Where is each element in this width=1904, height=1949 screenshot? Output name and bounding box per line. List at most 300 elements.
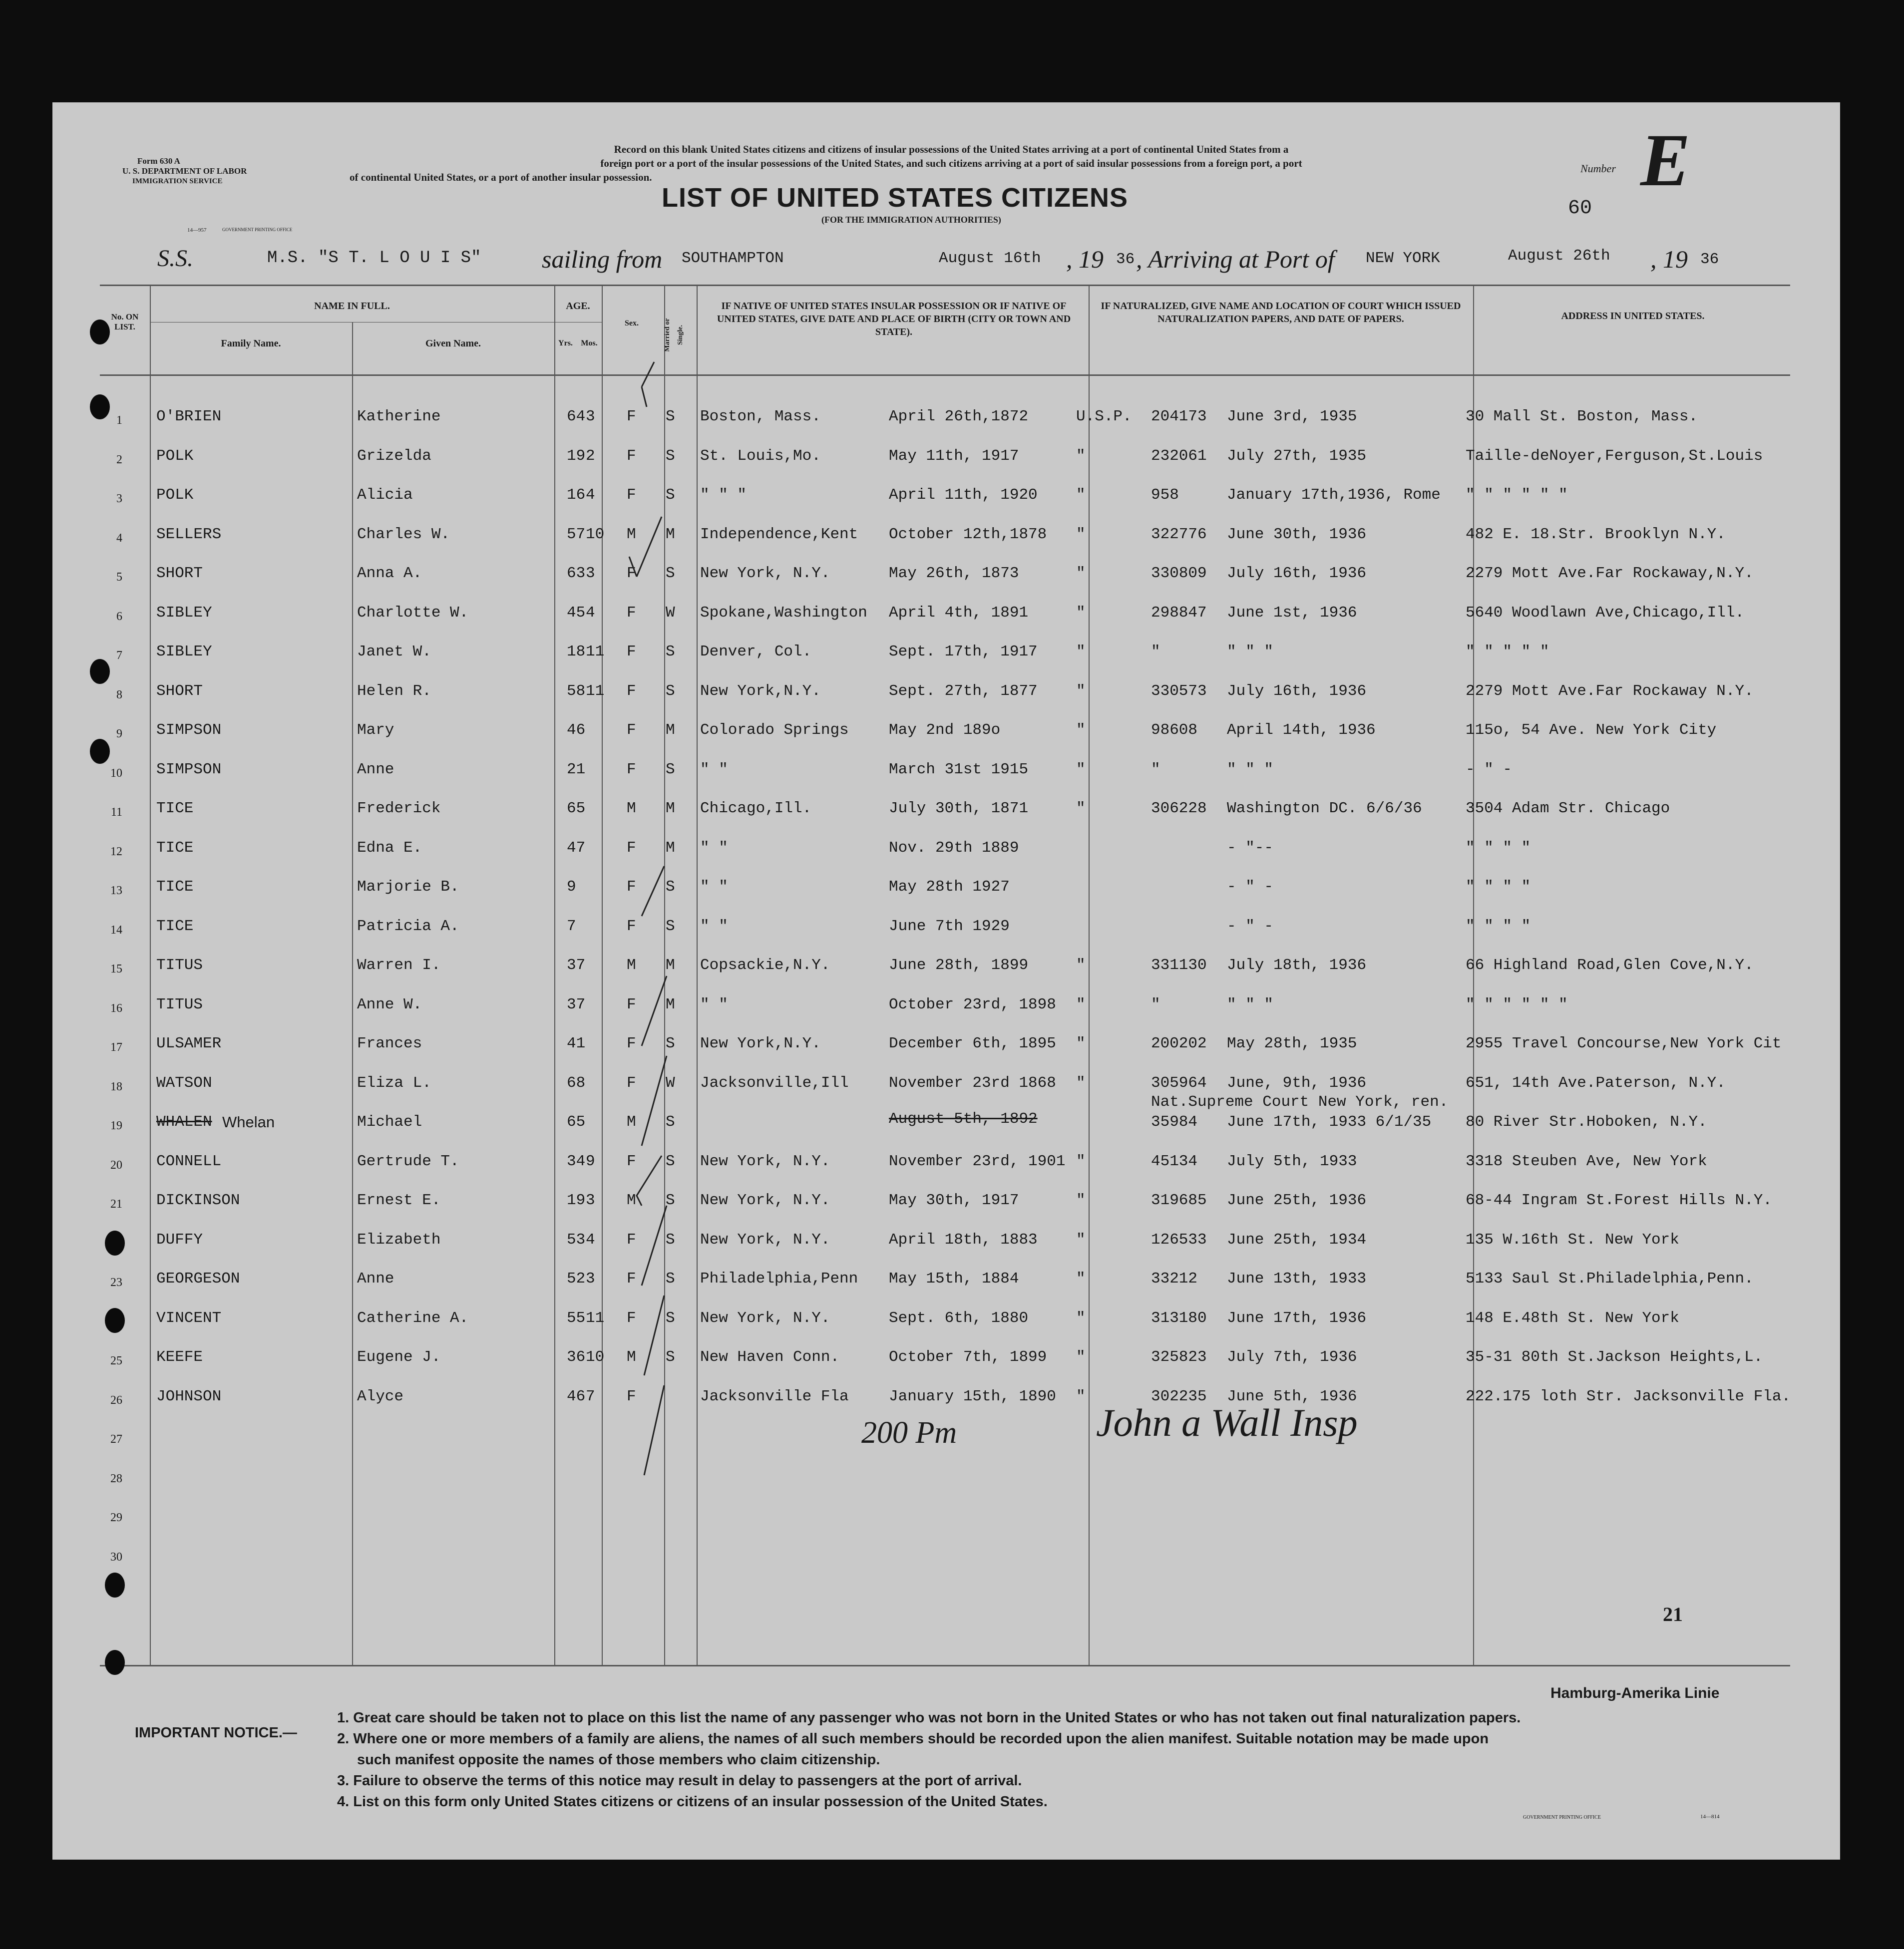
birth-date: November 23rd, 1901 — [889, 1152, 1066, 1170]
address: 135 W.16th St. New York — [1466, 1231, 1679, 1249]
naturalization-court: " — [1076, 525, 1086, 543]
marital-status: S — [666, 1113, 675, 1131]
notice-item: 4. List on this form only United States citizens or citizens of an insular possession of the United States. — [337, 1794, 1048, 1810]
punch-hole — [105, 1308, 125, 1333]
birth-date: May 26th, 1873 — [889, 565, 1019, 582]
papers-date: June, 9th, 1936 — [1227, 1074, 1367, 1092]
family-name: DICKINSON — [156, 1192, 240, 1209]
row-number: 4 — [116, 531, 122, 545]
marital-status: S — [666, 760, 675, 778]
address: 222.175 loth Str. Jacksonville Fla. — [1466, 1387, 1791, 1405]
col-header-naturalization: IF NATURALIZED, GIVE NAME AND LOCATION OF COURT WHICH ISSUED NATURALIZATION PAPERS, AND DATE OF PAPERS. — [1101, 301, 1461, 325]
age-months: 3 — [586, 408, 595, 425]
papers-number: " — [1151, 995, 1160, 1013]
family-name: CONNELL — [156, 1152, 222, 1170]
marital-status: S — [666, 1348, 675, 1366]
birth-date: April 11th, 1920 — [889, 486, 1038, 504]
age-years: 16 — [567, 486, 586, 504]
instruction-line: foreign port or a port of the insular possessions of the United States, and such citizens arriving at a port of said insular possessions from a foreign port, a port — [600, 157, 1302, 169]
row-number: 30 — [110, 1550, 122, 1564]
row-number: 26 — [110, 1393, 122, 1407]
col-rule — [352, 322, 353, 1665]
row-number: 10 — [110, 766, 122, 780]
marital-status: W — [666, 604, 675, 622]
family-name: POLK — [156, 447, 194, 465]
sex: F — [627, 839, 636, 857]
birth-date: October 7th, 1899 — [889, 1348, 1047, 1366]
sail-year-prefix: , 19 — [1066, 245, 1104, 273]
col-header-given: Given Name. — [425, 338, 481, 349]
birth-place: " " — [700, 995, 728, 1013]
given-name: Eugene J. — [357, 1348, 441, 1366]
birth-place: New York, N.Y. — [700, 565, 830, 582]
sex: M — [627, 1192, 636, 1209]
row-number: 5 — [116, 571, 122, 584]
notice-heading: IMPORTANT NOTICE.— — [135, 1725, 297, 1741]
given-name: Frances — [357, 1035, 422, 1052]
given-name: Eliza L. — [357, 1074, 431, 1092]
address: 5133 Saul St.Philadelphia,Penn. — [1466, 1270, 1754, 1288]
inspector-signature: John a Wall Insp — [1096, 1401, 1358, 1444]
age-years: 58 — [567, 682, 586, 700]
birth-place: Philadelphia,Penn — [700, 1270, 858, 1288]
given-name: Gertrude T. — [357, 1152, 459, 1170]
address: 3318 Steuben Ave, New York — [1466, 1152, 1707, 1170]
naturalization-court: " — [1076, 486, 1086, 504]
papers-date: Washington DC. 6/6/36 — [1227, 800, 1422, 817]
age-years: 46 — [567, 721, 586, 739]
punch-hole — [90, 659, 110, 684]
papers-number: 98608 — [1151, 721, 1198, 739]
address: 3504 Adam Str. Chicago — [1466, 800, 1670, 817]
notice-item: 2. Where one or more members of a family are aliens, the names of all such members should be recorded upon the alien manifest. Suitable notation may be made upon — [337, 1731, 1489, 1747]
gpo-top: GOVERNMENT PRINTING OFFICE — [222, 227, 293, 232]
age-years: 55 — [567, 1309, 586, 1327]
papers-date: June 25th, 1934 — [1227, 1231, 1367, 1249]
col-rule — [1089, 285, 1090, 1665]
age-months: 3 — [586, 1270, 595, 1288]
papers-date: - " - — [1227, 878, 1274, 896]
check-marks — [627, 357, 702, 1530]
naturalization-court: " — [1076, 957, 1086, 974]
papers-date: " " " — [1227, 995, 1274, 1013]
given-name: Helen R. — [357, 682, 431, 700]
papers-date: July 18th, 1936 — [1227, 957, 1367, 974]
row-number: 8 — [116, 688, 122, 701]
birth-date: May 2nd 189o — [889, 721, 1001, 739]
marital-status: W — [666, 1074, 675, 1092]
marital-status: S — [666, 408, 675, 425]
marital-status: S — [666, 917, 675, 935]
birth-date: April 18th, 1883 — [889, 1231, 1038, 1249]
papers-date: June 17th, 1936 — [1227, 1309, 1367, 1327]
address: 30 Mall St. Boston, Mass. — [1466, 408, 1698, 425]
birth-date: Sept. 6th, 1880 — [889, 1309, 1029, 1327]
marital-status: S — [666, 1152, 675, 1170]
age-months: 10 — [586, 525, 605, 543]
birth-place: Spokane,Washington — [700, 604, 867, 622]
birth-place: New Haven Conn. — [700, 1348, 840, 1366]
papers-date: - "-- — [1227, 839, 1274, 857]
papers-date: June 1st, 1936 — [1227, 604, 1357, 622]
address: - " - — [1466, 760, 1513, 778]
marital-status: S — [666, 1309, 675, 1327]
arrival-port: NEW YORK — [1366, 250, 1440, 267]
family-name: WATSON — [156, 1074, 212, 1092]
naturalization-court: " — [1076, 1192, 1086, 1209]
naturalization-court: " — [1076, 1309, 1086, 1327]
col-header-address: ADDRESS IN UNITED STATES. — [1561, 311, 1705, 322]
address: 66 Highland Road,Glen Cove,N.Y. — [1466, 957, 1754, 974]
birth-place: " " — [700, 917, 728, 935]
papers-number: 126533 — [1151, 1231, 1207, 1249]
papers-number: 313180 — [1151, 1309, 1207, 1327]
print-code: 14—957 — [187, 227, 207, 233]
birth-date: May 15th, 1884 — [889, 1270, 1019, 1288]
punch-hole — [90, 739, 110, 764]
naturalization-court: " — [1076, 1348, 1086, 1366]
marital-status: S — [666, 486, 675, 504]
papers-date: June 13th, 1933 — [1227, 1270, 1367, 1288]
family-name-struck: WHALEN — [156, 1113, 212, 1131]
marital-status: M — [666, 800, 675, 817]
given-name: Elizabeth — [357, 1231, 441, 1249]
naturalization-court: " — [1076, 447, 1086, 465]
family-name: SHORT — [156, 682, 203, 700]
family-name: SIBLEY — [156, 604, 212, 622]
sailing-from-label: sailing from — [542, 245, 663, 273]
naturalization-court: " — [1076, 604, 1086, 622]
given-name: Catherine A. — [357, 1309, 469, 1327]
age-months: 7 — [586, 1387, 595, 1405]
papers-date: June 3rd, 1935 — [1227, 408, 1357, 425]
papers-date: July 16th, 1936 — [1227, 682, 1367, 700]
age-years: 7 — [567, 917, 576, 935]
row-number: 16 — [110, 1001, 122, 1015]
naturalization-court: " — [1076, 643, 1086, 660]
papers-date: June 17th, 1933 6/1/35 — [1227, 1113, 1432, 1131]
age-years: 68 — [567, 1074, 586, 1092]
sex: F — [627, 447, 636, 465]
birth-date: Sept. 27th, 1877 — [889, 682, 1038, 700]
row-number: 14 — [110, 923, 122, 937]
given-name: Charlotte W. — [357, 604, 469, 622]
family-name: GEORGESON — [156, 1270, 240, 1288]
family-name: KEEFE — [156, 1348, 203, 1366]
naturalization-court: " — [1076, 1270, 1086, 1288]
age-months: 4 — [586, 604, 595, 622]
birth-date: May 11th, 1917 — [889, 447, 1019, 465]
age-months: 2 — [586, 447, 595, 465]
row-number: 17 — [110, 1041, 122, 1054]
family-name: Whelan — [222, 1113, 275, 1131]
marital-status: M — [666, 525, 675, 543]
sex: F — [627, 565, 636, 582]
birth-place: New York, N.Y. — [700, 1152, 830, 1170]
marital-status: M — [666, 995, 675, 1013]
age-years: 18 — [567, 643, 586, 660]
sex: F — [627, 1309, 636, 1327]
row-number: 29 — [110, 1511, 122, 1524]
manifest-sheet — [52, 102, 1840, 1860]
age-years: 19 — [567, 1192, 586, 1209]
marital-status: S — [666, 1231, 675, 1249]
given-name: Anne — [357, 760, 394, 778]
vessel-name: M.S. "S T. L O U I S" — [267, 249, 481, 268]
address: 35-31 80th St.Jackson Heights,L. — [1466, 1348, 1763, 1366]
family-name: O'BRIEN — [156, 408, 222, 425]
family-name: SIMPSON — [156, 721, 222, 739]
birth-date: Sept. 17th, 1917 — [889, 643, 1038, 660]
family-name: SHORT — [156, 565, 203, 582]
birth-date-struck: August 5th, 1892 — [889, 1110, 1038, 1128]
birth-place: New York, N.Y. — [700, 1231, 830, 1249]
papers-number: 319685 — [1151, 1192, 1207, 1209]
row-number: 20 — [110, 1158, 122, 1172]
sail-year: 36 — [1116, 251, 1135, 268]
given-name: Grizelda — [357, 447, 431, 465]
papers-number: 45134 — [1151, 1152, 1198, 1170]
sex: F — [627, 1074, 636, 1092]
sex: F — [627, 1387, 636, 1405]
sex: F — [627, 1035, 636, 1052]
given-name: Charles W. — [357, 525, 450, 543]
family-name: TICE — [156, 878, 194, 896]
naturalization-court: " — [1076, 1152, 1086, 1170]
row-number: 23 — [110, 1276, 122, 1289]
naturalization-court-note: Nat.Supreme Court New York, ren. — [1151, 1093, 1449, 1111]
naturalization-court: " — [1076, 1035, 1086, 1052]
age-years: 46 — [567, 1387, 586, 1405]
papers-number: 33212 — [1151, 1270, 1198, 1288]
punch-hole — [105, 1231, 125, 1256]
family-name: SIBLEY — [156, 643, 212, 660]
punch-hole — [90, 320, 110, 344]
notice-item: 1. Great care should be taken not to place on this list the name of any passenger who was not born in the United States or who has not taken out final naturalization papers. — [337, 1710, 1521, 1726]
naturalization-court: U.S.P. — [1076, 408, 1132, 425]
papers-number: 302235 — [1151, 1387, 1207, 1405]
notice-item: 3. Failure to observe the terms of this notice may result in delay to passengers at the port of arrival. — [337, 1773, 1022, 1789]
birth-place: St. Louis,Mo. — [700, 447, 821, 465]
vessel-prefix: S.S. — [157, 245, 193, 272]
family-name: SIMPSON — [156, 760, 222, 778]
family-name: TICE — [156, 800, 194, 817]
papers-date: June 25th, 1936 — [1227, 1192, 1367, 1209]
page-number: 21 — [1663, 1603, 1683, 1625]
service-label: IMMIGRATION SERVICE — [132, 177, 223, 185]
age-years: 65 — [567, 800, 586, 817]
papers-number: " — [1151, 760, 1160, 778]
col-rule — [150, 285, 151, 1665]
given-name: Michael — [357, 1113, 422, 1131]
family-name: TICE — [156, 839, 194, 857]
age-months: 4 — [586, 486, 595, 504]
marital-status: S — [666, 682, 675, 700]
birth-place: New York, N.Y. — [700, 1309, 830, 1327]
birth-place: " " " — [700, 486, 747, 504]
instruction-line: of continental United States, or a port of another insular possession. — [350, 171, 652, 183]
family-name: TITUS — [156, 957, 203, 974]
page-subtitle: (FOR THE IMMIGRATION AUTHORITIES) — [821, 215, 1001, 225]
papers-number: 330809 — [1151, 565, 1207, 582]
from-port: SOUTHAMPTON — [682, 250, 784, 267]
birth-date: Nov. 29th 1889 — [889, 839, 1019, 857]
papers-date: July 5th, 1933 — [1227, 1152, 1357, 1170]
address: 148 E.48th St. New York — [1466, 1309, 1679, 1327]
family-name: POLK — [156, 486, 194, 504]
given-name: Alyce — [357, 1387, 404, 1405]
sheet-number: 60 — [1568, 197, 1592, 220]
address: 2955 Travel Concourse,New York Cit — [1466, 1035, 1782, 1052]
papers-number: 306228 — [1151, 800, 1207, 817]
row-number: 7 — [116, 649, 122, 662]
papers-date: - " - — [1227, 917, 1274, 935]
given-name: Frederick — [357, 800, 441, 817]
table-top-rule — [100, 285, 1790, 286]
table-bottom-rule — [100, 1665, 1790, 1666]
given-name: Anne — [357, 1270, 394, 1288]
punch-hole — [90, 394, 110, 419]
given-name: Alicia — [357, 486, 413, 504]
papers-date: July 16th, 1936 — [1227, 565, 1367, 582]
birth-place: New York,N.Y. — [700, 682, 821, 700]
birth-date: June 7th 1929 — [889, 917, 1010, 935]
given-name: Janet W. — [357, 643, 431, 660]
line-stamp: Hamburg-Amerika Linie — [1550, 1685, 1720, 1701]
col-header-no: No. ON LIST. — [111, 312, 139, 331]
row-number: 15 — [110, 963, 122, 975]
address: Taille-deNoyer,Ferguson,St.Louis — [1466, 447, 1763, 465]
col-header-name: NAME IN FULL. — [314, 301, 390, 312]
birth-place: Boston, Mass. — [700, 408, 821, 425]
subheader-rule — [554, 322, 602, 323]
address: " " " " " " — [1466, 486, 1568, 504]
sex: F — [627, 1231, 636, 1249]
age-years: 53 — [567, 1231, 586, 1249]
age-years: 65 — [567, 1113, 586, 1131]
sex: F — [627, 760, 636, 778]
sex: F — [627, 721, 636, 739]
marital-status: M — [666, 721, 675, 739]
row-number: 28 — [110, 1472, 122, 1485]
age-years: 19 — [567, 447, 586, 465]
sex: F — [627, 1152, 636, 1170]
row-number: 25 — [110, 1354, 122, 1367]
sex: F — [627, 604, 636, 622]
birth-date: April 26th,1872 — [889, 408, 1029, 425]
notice-item: such manifest opposite the names of those members who claim citizenship. — [357, 1752, 880, 1768]
col-header-mos: Mos. — [581, 339, 598, 347]
age-years: 37 — [567, 957, 586, 974]
instruction-line: Record on this blank United States citizens and citizens of insular possessions of the United States arriving at a port of continental United States from a — [614, 143, 1289, 155]
col-header-age: AGE. — [566, 301, 590, 312]
papers-date: June 30th, 1936 — [1227, 525, 1367, 543]
col-header-birth: IF NATIVE OF UNITED STATES INSULAR POSSESSION OR IF NATIVE OF UNITED STATES, GIVE DATE AND PLACE OF BIRTH (CITY OR TOWN AND STATE). — [717, 301, 1071, 337]
address: 2279 Mott Ave.Far Rockaway,N.Y. — [1466, 565, 1754, 582]
given-name: Patricia A. — [357, 917, 459, 935]
subheader-rule — [150, 322, 554, 323]
sex: M — [627, 525, 636, 543]
row-number: 1 — [116, 414, 122, 427]
given-name: Anna A. — [357, 565, 422, 582]
papers-number: " — [1151, 643, 1160, 660]
department-label: U. S. DEPARTMENT OF LABOR — [122, 166, 247, 176]
birth-date: October 12th,1878 — [889, 525, 1047, 543]
birth-place: New York, N.Y. — [700, 1192, 830, 1209]
address: 2279 Mott Ave.Far Rockaway N.Y. — [1466, 682, 1754, 700]
given-name: Marjorie B. — [357, 878, 459, 896]
col-rule — [602, 285, 603, 1665]
given-name: Ernest E. — [357, 1192, 441, 1209]
papers-number: 322776 — [1151, 525, 1207, 543]
birth-date: October 23rd, 1898 — [889, 995, 1056, 1013]
row-number: 9 — [116, 727, 122, 740]
sex: F — [627, 682, 636, 700]
sex: F — [627, 995, 636, 1013]
given-name: Katherine — [357, 408, 441, 425]
birth-date: November 23rd 1868 — [889, 1074, 1056, 1092]
birth-place: Colorado Springs — [700, 721, 849, 739]
papers-number: 298847 — [1151, 604, 1207, 622]
family-name: ULSAMER — [156, 1035, 222, 1052]
col-header-yrs: Yrs. — [558, 339, 573, 347]
marital-status: S — [666, 1192, 675, 1209]
address: " " " " — [1466, 878, 1531, 896]
birth-date: March 31st 1915 — [889, 760, 1029, 778]
age-months: 9 — [586, 1152, 595, 1170]
papers-number: 305964 — [1151, 1074, 1207, 1092]
birth-place: Jacksonville Fla — [700, 1387, 849, 1405]
age-months: 3 — [586, 1192, 595, 1209]
gpo-footer: GOVERNMENT PRINTING OFFICE — [1523, 1815, 1601, 1820]
age-years: 34 — [567, 1152, 586, 1170]
birth-place: Copsackie,N.Y. — [700, 957, 830, 974]
marital-status: S — [666, 565, 675, 582]
family-name: TICE — [156, 917, 194, 935]
address: 68-44 Ingram St.Forest Hills N.Y. — [1466, 1192, 1772, 1209]
birth-date: May 28th 1927 — [889, 878, 1010, 896]
address: " " " " " " — [1466, 995, 1568, 1013]
address: " " " " " — [1466, 643, 1549, 660]
arrival-year-prefix: , 19 — [1650, 245, 1688, 273]
sex: M — [627, 800, 636, 817]
birth-place: New York,N.Y. — [700, 1035, 821, 1052]
naturalization-court: " — [1076, 995, 1086, 1013]
naturalization-court: " — [1076, 565, 1086, 582]
footer-code: 14—814 — [1700, 1814, 1720, 1820]
papers-date: " " " — [1227, 760, 1274, 778]
family-name: VINCENT — [156, 1309, 222, 1327]
naturalization-court: " — [1076, 760, 1086, 778]
papers-number: 958 — [1151, 486, 1179, 504]
naturalization-court: " — [1076, 1387, 1086, 1405]
row-number: 3 — [116, 492, 122, 505]
naturalization-court: " — [1076, 800, 1086, 817]
age-years: 36 — [567, 1348, 586, 1366]
papers-date: June 5th, 1936 — [1227, 1387, 1357, 1405]
address: " " " " — [1466, 917, 1531, 935]
age-months: 4 — [586, 1231, 595, 1249]
age-years: 64 — [567, 408, 586, 425]
address: 651, 14th Ave.Paterson, N.Y. — [1466, 1074, 1726, 1092]
punch-hole — [105, 1573, 125, 1598]
birth-date: April 4th, 1891 — [889, 604, 1029, 622]
birth-place: Independence,Kent — [700, 525, 858, 543]
marital-status: M — [666, 839, 675, 857]
row-number: 13 — [110, 884, 122, 897]
marital-status: S — [666, 878, 675, 896]
sex: F — [627, 1270, 636, 1288]
